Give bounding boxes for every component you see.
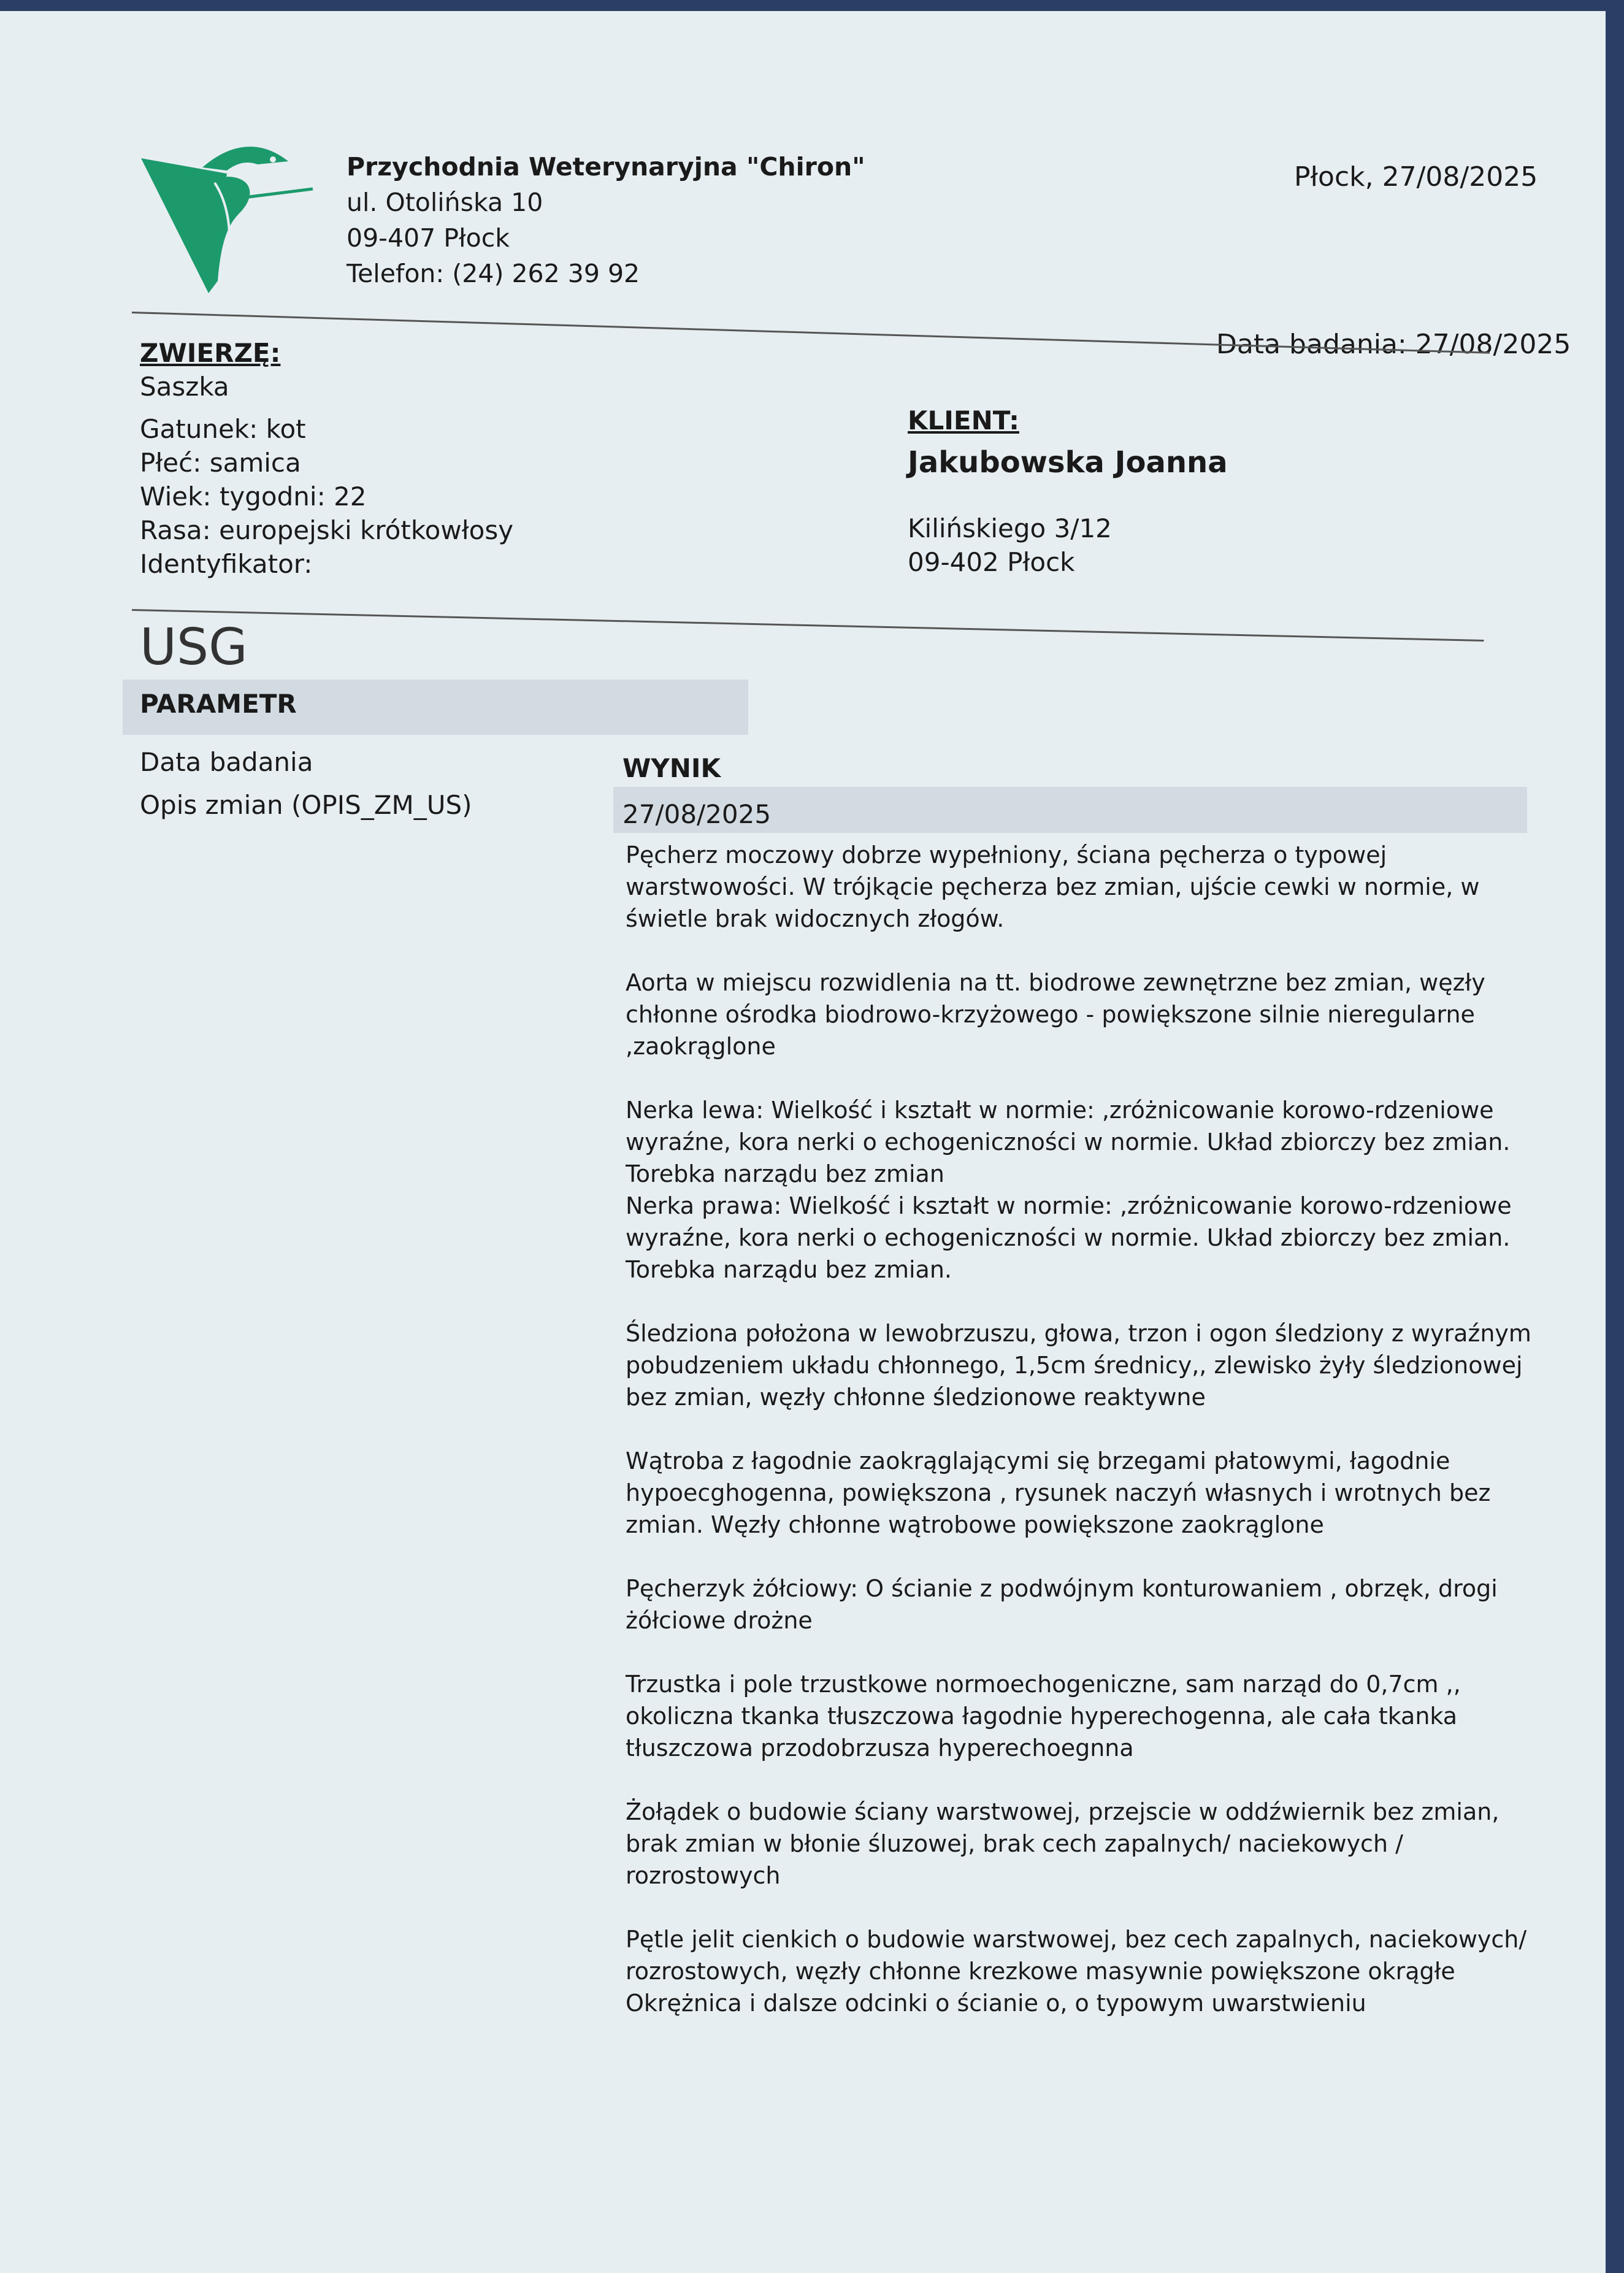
result-paragraph: Nerka prawa: Wielkość i kształt w normie: ,zróżnicowanie korowo-rdzeniowe wyraźne, kora nerki o echogeniczności w normie. Układ zbiorczy bez zmian. Torebka narządu bez zmian.: [626, 1192, 1512, 1283]
result-header: WYNIK: [622, 753, 721, 783]
param-header: PARAMETR: [140, 689, 297, 719]
result-paragraph: Okrężnica i dalsze odcinki o ścianie o, o typowym uwarstwieniu: [626, 1990, 1366, 2017]
animal-sex: Płeć: samica: [140, 448, 301, 478]
client-city: 09-402 Płock: [908, 547, 1075, 577]
client-street: Kilińskiego 3/12: [908, 513, 1112, 543]
animal-species: Gatunek: kot: [140, 414, 306, 444]
result-paragraph: Pęcherz moczowy dobrze wypełniony, ściana pęcherza o typowej warstwowości. W trójkącie pęcherza bez zmian, ujście cewki w normie, w świetle brak widocznych złogów.: [626, 841, 1480, 932]
animal-age: Wiek: tygodni: 22: [140, 481, 367, 512]
report-page: [0, 11, 1606, 2273]
result-paragraph: Nerka lewa: Wielkość i kształt w normie: ,zróżnicowanie korowo-rdzeniowe wyraźne, kora nerki o echogeniczności w normie. Układ zbiorczy bez zmian. Torebka narządu bez zmian: [626, 1097, 1511, 1187]
result-paragraph: Pętle jelit cienkich o budowie warstwowej, bez cech zapalnych, naciekowych/ rozrostowych, węzły chłonne krezkowe masywnie powiększone okrągłe: [626, 1926, 1527, 1985]
client-heading: KLIENT:: [908, 405, 1019, 435]
param-exam-date: Data badania: [140, 747, 313, 777]
result-paragraph: Żołądek o budowie ściany warstwowej, przejscie w oddźwiernik bez zmian, brak zmian w błonie śluzowej, brak cech zapalnych/ naciekowych / rozrostowych: [626, 1798, 1500, 1889]
result-paragraph: Wątroba z łagodnie zaokrąglającymi się brzegami płatowymi, łagodnie hypoecghogenna, powiększona , rysunek naczyń własnych i wrotnych bez zmian. Węzły chłonne wątrobowe powiększone zaokrąglone: [626, 1447, 1491, 1538]
exam-date: Data badania: 27/08/2025: [1216, 329, 1571, 360]
result-paragraph: Śledziona położona w lewobrzuszu, głowa, trzon i ogon śledziony z wyraźnym pobudzeniem układu chłonnego, 1,5cm średnicy,, zlewisko żyły śledzionowej bez zmian, węzły chłonne śledzionowe reaktywne: [626, 1320, 1531, 1411]
result-date: 27/08/2025: [622, 799, 772, 829]
result-paragraph: Trzustka i pole trzustkowe normoechogeniczne, sam narząd do 0,7cm ,, okoliczna tkanka tłuszczowa łagodnie hyperechogenna, ale cała tkanka tłuszczowa przodobrzusza hyperechoegnna: [626, 1671, 1461, 1761]
param-description: Opis zmian (OPIS_ZM_US): [140, 790, 472, 820]
bird-logo-icon: [135, 140, 319, 305]
clinic-city: 09-407 Płock: [347, 223, 510, 253]
result-paragraph: Aorta w miejscu rozwidlenia na tt. biodrowe zewnętrzne bez zmian, węzły chłonne ośrodka biodrowo-krzyżowego - powiększone silnie nieregularne ,zaokrąglone: [626, 969, 1485, 1060]
result-paragraph: Pęcherzyk żółciowy: O ścianie z podwójnym konturowaniem , obrzęk, drogi żółciowe drożne: [626, 1575, 1498, 1634]
animal-name: Saszka: [140, 372, 229, 402]
client-info: [908, 404, 1228, 579]
results-text: [626, 839, 1533, 2051]
animal-heading: ZWIERZĘ:: [140, 338, 281, 368]
divider: [132, 609, 1484, 642]
clinic-name: Przychodnia Weterynaryjna "Chiron": [347, 152, 865, 182]
clinic-info: [347, 149, 865, 291]
clinic-street: ul. Otolińska 10: [347, 188, 543, 217]
client-name: Jakubowska Joanna: [908, 445, 1228, 480]
place-date: Płock, 27/08/2025: [1294, 161, 1538, 193]
animal-info: [140, 336, 513, 581]
clinic-phone: Telefon: (24) 262 39 92: [347, 259, 640, 288]
animal-breed: Rasa: europejski krótkowłosy: [140, 515, 514, 545]
animal-identifier: Identyfikator:: [140, 549, 313, 579]
report-title: USG: [140, 618, 248, 677]
